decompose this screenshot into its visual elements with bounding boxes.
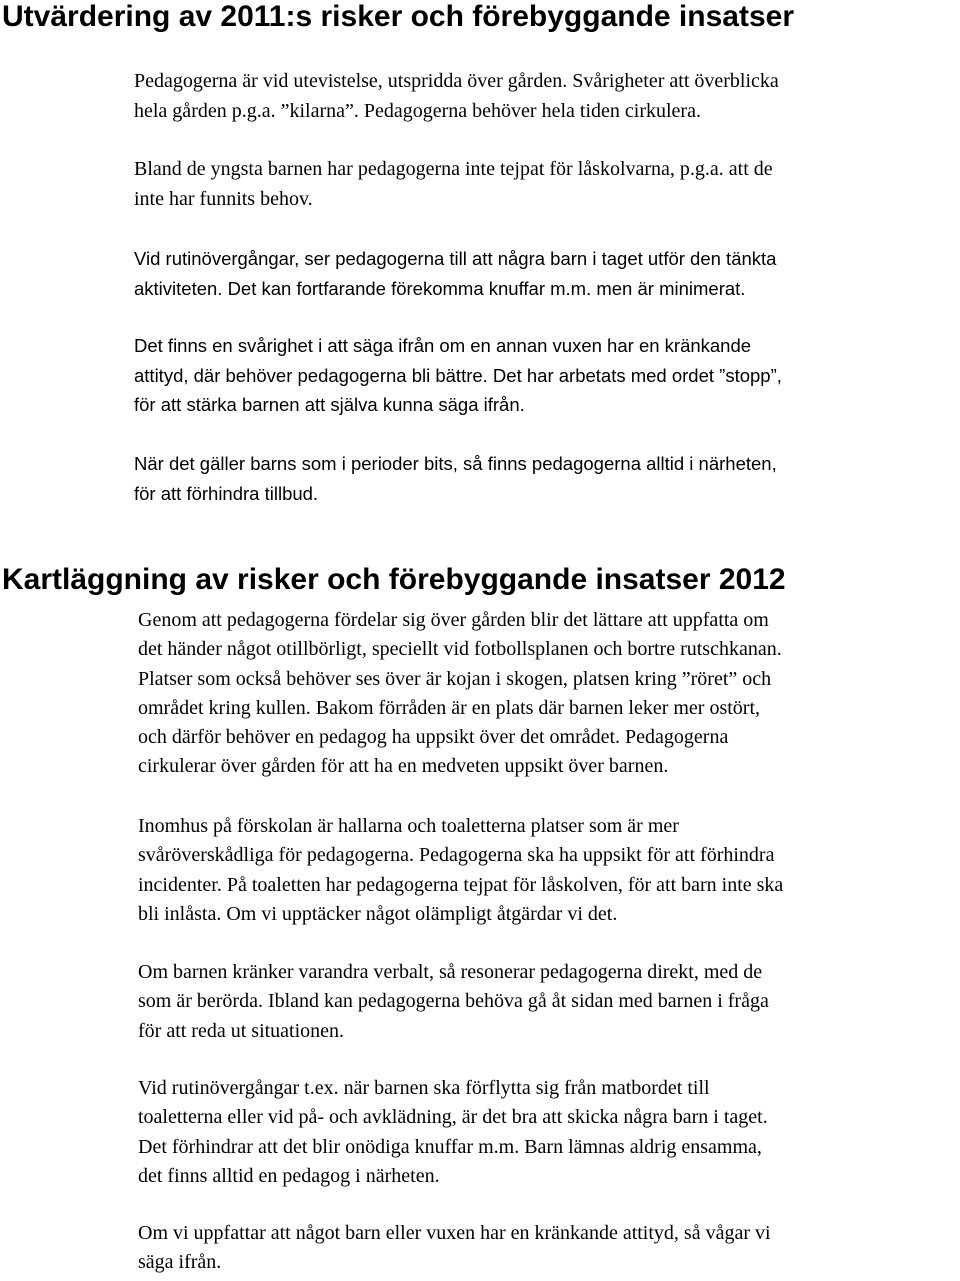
risk-mapping-2012-heading: Kartläggning av risker och förebyggande insatser 2012 <box>2 563 786 596</box>
paragraph-say-stop: Det finns en svårighet i att säga ifrån om en annan vuxen har en kränkande attityd, där behöver pedagogerna bli bättre. Det har arbetats med ordet ”stopp”, för att stärka barnen att själva kunna säga ifrån. <box>134 335 782 415</box>
paragraph-indoor-risks: Inomhus på förskolan är hallarna och toaletterna platser som är mer svåröverskådliga för pedagogerna. Pedagogerna ska ha uppsikt för att förhindra incidenter. På toaletten har pedagogerna tejpat för låskolven, för att barn inte ska bli inlåsta. Om vi upptäcker något olämpligt åtgärdar vi det. <box>138 815 784 925</box>
paragraph-yard-supervision: Genom att pedagogerna fördelar sig över gården blir det lättare att uppfatta om det händer något otillbörligt, speciellt vid fotbollsplanen och bortre rutschkanan. Platser som också behöver ses över är kojan i skogen, platsen kring ”röret” och området kring kullen. Bakom förråden är en plats där barnen leker mer ostört, och därför behöver en pedagog ha uppsikt över det området. Pedagogerna cirkulerar över gården för att ha en medveten uppsikt över barnen. <box>138 609 782 778</box>
paragraph-biting: När det gäller barns som i perioder bits, så finns pedagogerna alltid i närheten, för att förhindra tillbud. <box>134 453 777 504</box>
paragraph-lock-tape: Bland de yngsta barnen har pedagogerna inte tejpat för låskolvarna, p.g.a. att de inte har funnits behov. <box>134 158 773 210</box>
paragraph-outdoor-overview: Pedagogerna är vid utevistelse, utspridda över gården. Svårigheter att överblicka hela gården p.g.a. ”kilarna”. Pedagogerna behöver hela tiden cirkulera. <box>134 70 779 122</box>
paragraph-verbal-bullying: Om barnen kränker varandra verbalt, så resonerar pedagogerna direkt, med de som är berörda. Ibland kan pedagogerna behöva gå åt sidan med barnen i fråga för att reda ut situationen. <box>138 961 769 1042</box>
paragraph-routine-transitions: Vid rutinövergångar, ser pedagogerna till att några barn i taget utför den tänkta aktiviteten. Det kan fortfarande förekomma knuffar m.m. men är minimerat. <box>134 248 777 299</box>
evaluation-2011-heading: Utvärdering av 2011:s risker och förebyggande insatser <box>2 0 794 33</box>
paragraph-speak-up: Om vi uppfattar att något barn eller vuxen har en kränkande attityd, så vågar vi säga ifrån. <box>138 1222 771 1274</box>
paragraph-routine-transitions-2012: Vid rutinövergångar t.ex. när barnen ska förflytta sig från matbordet till toaletterna eller vid på- och avklädning, är det bra att skicka några barn i taget. Det förhindrar att det blir onödiga knuffar m.m. Barn lämnas aldrig ensamma, det finns alltid en pedagog i närheten. <box>138 1077 768 1187</box>
